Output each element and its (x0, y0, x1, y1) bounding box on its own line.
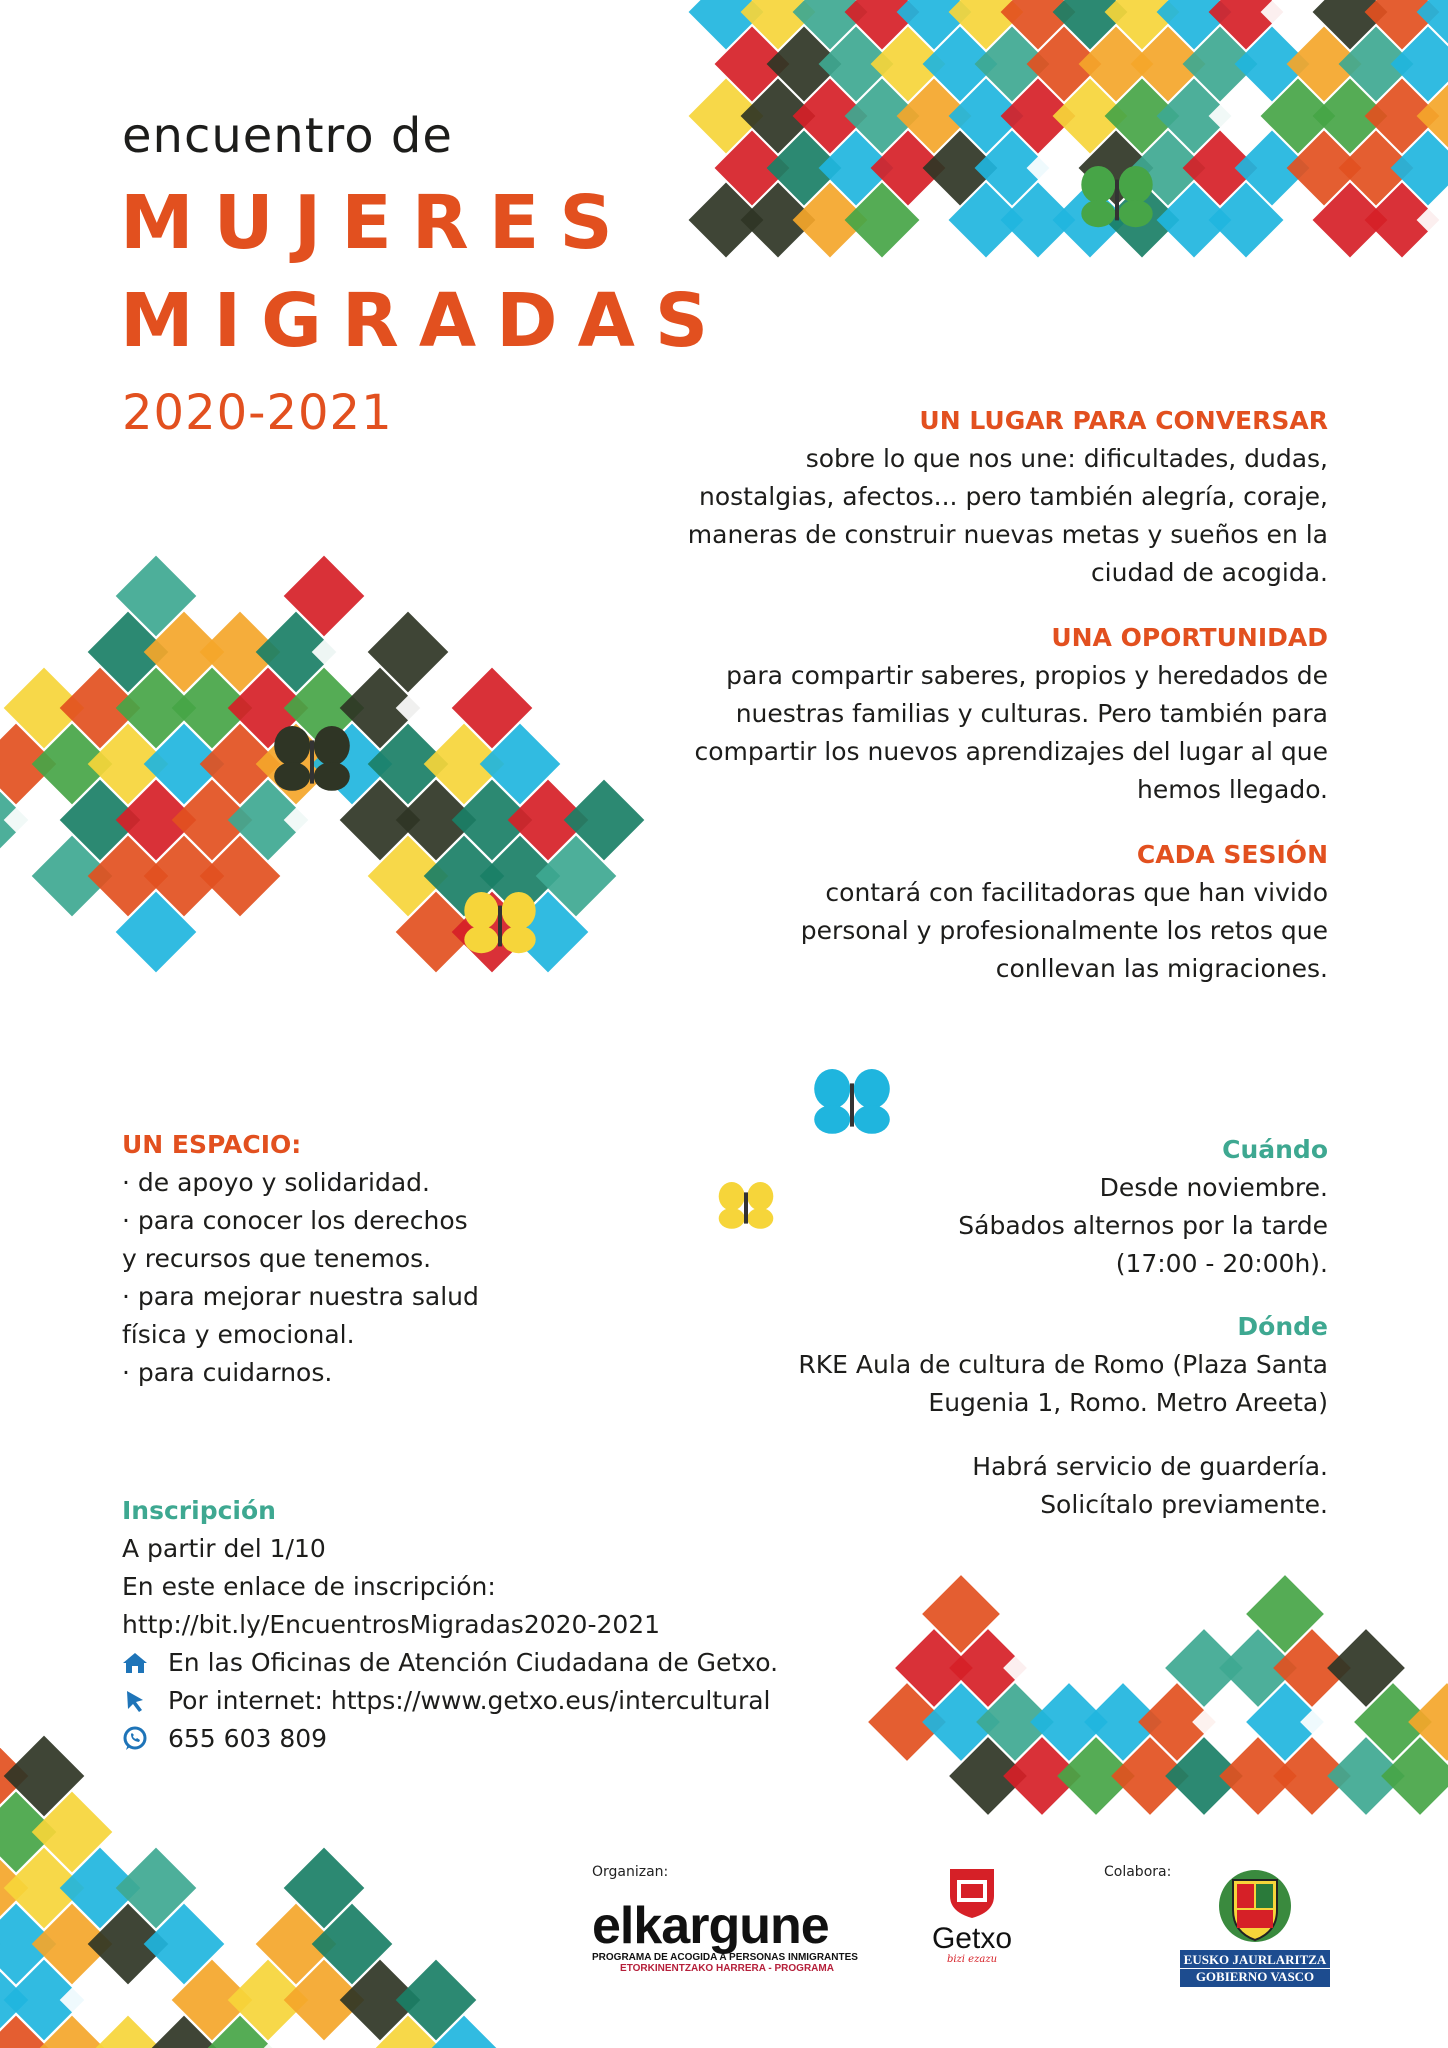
coat-of-arms-icon (1215, 1866, 1295, 1946)
section-line: sobre lo que nos une: dificultades, dudas, (805, 444, 1328, 473)
cuando-line: (17:00 - 20:00h). (1115, 1249, 1328, 1278)
title-years: 2020-2021 (122, 385, 393, 441)
section-line: para compartir saberes, propios y heredados de (726, 661, 1328, 690)
donde-line: Eugenia 1, Romo. Metro Areeta) (928, 1388, 1328, 1417)
elkargune-sub2: ETORKINENTZAKO HARRERA - PROGRAMA (620, 1963, 834, 1974)
butterfly-blue-icon (814, 1069, 890, 1134)
title-mujeres: MUJERES (120, 180, 633, 266)
section-heading: UN LUGAR PARA CONVERSAR (919, 406, 1328, 435)
guarderia-line: Habrá servicio de guardería. (972, 1452, 1328, 1481)
inscripcion-link[interactable]: http://bit.ly/EncuentrosMigradas2020-2021 (122, 1610, 661, 1639)
espacio-line: · para conocer los derechos (122, 1206, 468, 1235)
whatsapp-icon (122, 1726, 148, 1752)
section-line: compartir los nuevos aprendizajes del lugar al que (694, 737, 1328, 766)
inscripcion-item-oficinas (122, 1644, 778, 1682)
section-line: nostalgias, afectos... pero también alegría, coraje, (699, 482, 1328, 511)
section-line: hemos llegado. (1137, 775, 1328, 804)
inscripcion-item-text[interactable]: 655 603 809 (168, 1724, 328, 1753)
section-line: personal y profesionalmente los retos que (800, 916, 1328, 945)
section-oportunidad (628, 619, 1328, 809)
inscripcion-heading: Inscripción (122, 1496, 276, 1525)
cuando-block (628, 1131, 1328, 1283)
inscripcion-item-text[interactable]: Por internet: https://www.getxo.eus/intercultural (168, 1686, 771, 1715)
elkargune-logo (592, 1897, 892, 1974)
inscripcion-block (122, 1492, 778, 1758)
donde-line: RKE Aula de cultura de Romo (Plaza Santa (798, 1350, 1328, 1379)
inscripcion-item-internet (122, 1682, 778, 1720)
inscripcion-item-phone (122, 1720, 778, 1758)
section-conversar (628, 402, 1328, 592)
espacio-line: física y emocional. (122, 1320, 355, 1349)
title-migradas: MIGRADAS (120, 278, 729, 364)
section-line: nuestras familias y culturas. Pero también para (735, 699, 1328, 728)
elkargune-sub1: PROGRAMA DE ACOGIDA A PERSONAS INMIGRANTES (592, 1952, 858, 1963)
colabora-label: Colabora: (1104, 1864, 1172, 1880)
section-line: maneras de construir nuevas metas y sueños en la (687, 520, 1328, 549)
gv-label (1180, 1950, 1330, 1987)
section-line: ciudad de acogida. (1090, 558, 1328, 587)
espacio-line: · de apoyo y solidaridad. (122, 1168, 430, 1197)
guarderia-line: Solicítalo previamente. (1040, 1490, 1328, 1519)
inscripcion-item-text: En las Oficinas de Atención Ciudadana de Getxo. (168, 1648, 779, 1677)
gobierno-vasco-logo (1180, 1866, 1330, 1987)
home-icon (122, 1650, 148, 1676)
getxo-tagline: bizi ezazu (946, 1954, 998, 1965)
cursor-icon (122, 1688, 148, 1714)
espacio-line: · para cuidarnos. (122, 1358, 333, 1387)
inscripcion-line: En este enlace de inscripción: (122, 1572, 496, 1601)
donde-heading: Dónde (1237, 1312, 1328, 1341)
section-sesion (628, 836, 1328, 988)
cuando-heading: Cuándo (1222, 1135, 1328, 1164)
getxo-name: Getxo (931, 1922, 1013, 1955)
gv-line2: GOBIERNO VASCO (1180, 1968, 1330, 1985)
espacio-line: · para mejorar nuestra salud (122, 1282, 479, 1311)
elkargune-name: elkargune (592, 1897, 829, 1955)
getxo-shield-icon (947, 1866, 997, 1920)
espacio-heading: UN ESPACIO: (122, 1130, 302, 1159)
section-line: contará con facilitadoras que han vivido (825, 878, 1328, 907)
espacio-block (122, 1126, 479, 1392)
inscripcion-line: A partir del 1/10 (122, 1534, 326, 1563)
espacio-line: y recursos que tenemos. (122, 1244, 432, 1273)
section-heading: UNA OPORTUNIDAD (1051, 623, 1328, 652)
title-line1: encuentro de (122, 108, 453, 164)
donde-block (628, 1308, 1328, 1422)
organizan-label: Organizan: (592, 1864, 669, 1880)
cuando-line: Sábados alternos por la tarde (958, 1211, 1328, 1240)
section-line: conllevan las migraciones. (995, 954, 1328, 983)
getxo-logo (922, 1866, 1022, 1965)
gv-line1: EUSKO JAURLARITZA (1183, 1952, 1327, 1967)
section-heading: CADA SESIÓN (1136, 840, 1328, 869)
cuando-line: Desde noviembre. (1099, 1173, 1328, 1202)
